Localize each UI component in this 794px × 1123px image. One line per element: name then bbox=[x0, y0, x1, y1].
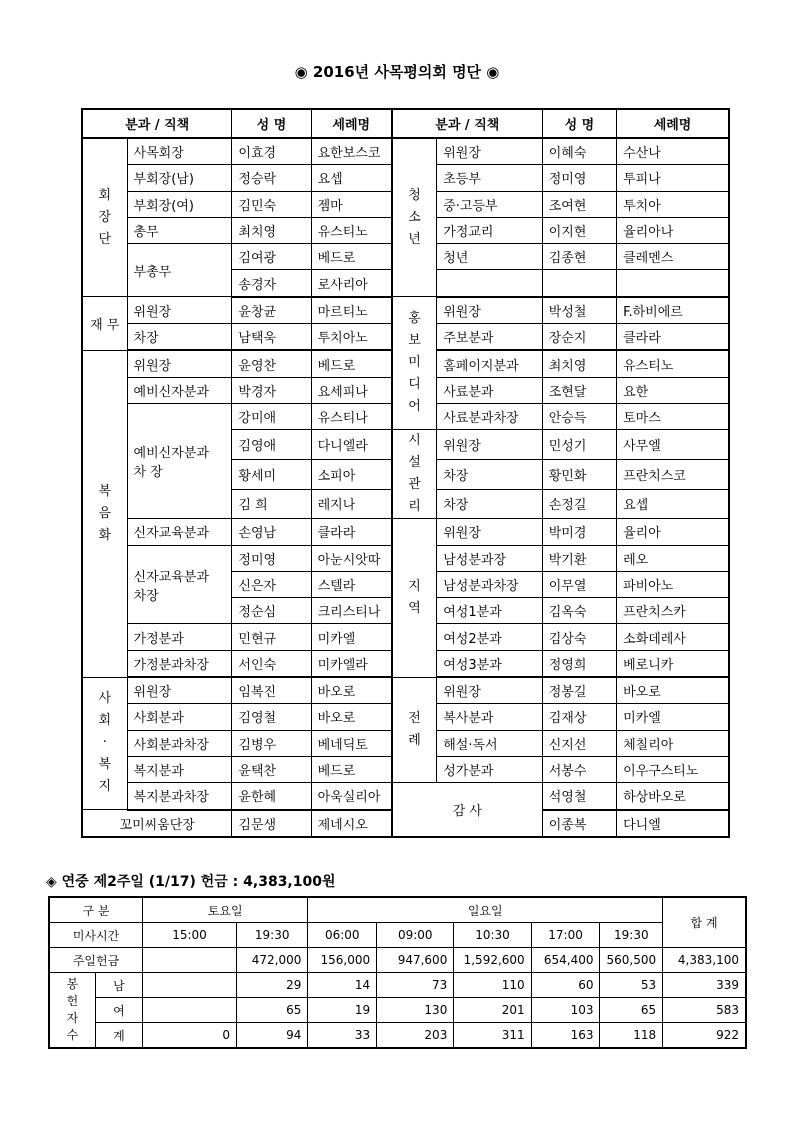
gubun-header: 구 분 bbox=[49, 897, 143, 923]
baptismal-name-cell: 사무엘 bbox=[617, 430, 729, 460]
baptismal-name-cell: 바오로 bbox=[617, 677, 729, 704]
baptismal-name-cell: 유스티노 bbox=[311, 217, 392, 243]
name-cell: 김병우 bbox=[232, 730, 311, 756]
page-title: ◉ 2016년 사목평의회 명단 ◉ bbox=[294, 63, 500, 81]
baptismal-name-cell: 다니엘라 bbox=[311, 430, 392, 460]
donor-count-cell: 201 bbox=[454, 998, 531, 1023]
baptismal-name-cell: 이우구스티노 bbox=[617, 756, 729, 782]
position-cell: 신자교육분과 bbox=[127, 519, 232, 545]
name-cell: 정영희 bbox=[542, 650, 616, 677]
position-cell: 사료분과차장 bbox=[437, 403, 542, 429]
position-cell: 여성2분과 bbox=[437, 624, 542, 650]
baptismal-name-cell: 투피나 bbox=[617, 165, 729, 191]
name-cell: 정미영 bbox=[232, 545, 311, 571]
baptismal-name-cell: 클라라 bbox=[617, 324, 729, 351]
council-roster-table bbox=[81, 108, 730, 838]
position-cell: 여성1분과 bbox=[437, 598, 542, 624]
name-cell: 박경자 bbox=[232, 377, 311, 403]
name-cell: 김상숙 bbox=[542, 624, 616, 650]
baptismal-name-cell: 유스티노 bbox=[617, 350, 729, 377]
vertical-label: 청 소 년 bbox=[408, 187, 421, 247]
mass-time-cell: 09:00 bbox=[377, 923, 454, 948]
name-cell: 박기환 bbox=[542, 545, 616, 571]
vertical-label: 전 례 bbox=[408, 710, 421, 748]
baptismal-name-cell: 파비아노 bbox=[617, 571, 729, 597]
donor-count-cell: 922 bbox=[663, 1023, 746, 1049]
position-cell: 중·고등부 bbox=[437, 191, 542, 217]
baptismal-name-cell: 유스티나 bbox=[311, 403, 392, 429]
roster-row bbox=[82, 297, 729, 324]
donor-count-cell: 73 bbox=[377, 973, 454, 998]
donor-count-cell: 311 bbox=[454, 1023, 531, 1049]
vertical-label: 회 장 단 bbox=[98, 187, 112, 247]
donor-count-cell: 110 bbox=[454, 973, 531, 998]
baptismal-name-cell: 스텔라 bbox=[311, 571, 392, 597]
donor-total-label: 계 bbox=[95, 1023, 142, 1049]
donor-count-cell: 103 bbox=[531, 998, 600, 1023]
name-cell: 서인숙 bbox=[232, 650, 311, 677]
donor-count-cell bbox=[143, 973, 237, 998]
name-cell: 장순지 bbox=[542, 324, 616, 351]
name-cell: 이무열 bbox=[542, 571, 616, 597]
position-cell: 부총무 bbox=[127, 244, 232, 297]
mass-time-cell: 19:30 bbox=[237, 923, 308, 948]
name-cell: 박미경 bbox=[542, 519, 616, 545]
baptismal-name-cell: 레오 bbox=[617, 545, 729, 571]
position-cell: 예비신자분과 bbox=[127, 377, 232, 403]
baptismal-name-cell: 로사리아 bbox=[311, 270, 392, 297]
cash-cell: 472,000 bbox=[237, 948, 308, 973]
baptismal-name-cell: 마르티노 bbox=[311, 297, 392, 324]
position-cell: 차장 bbox=[127, 324, 232, 351]
position-cell: 복지분과 bbox=[127, 756, 232, 782]
donor-count-cell: 118 bbox=[600, 1023, 663, 1049]
name-cell: 김민숙 bbox=[232, 191, 311, 217]
baptismal-name-cell: 아욱실리아 bbox=[311, 783, 392, 810]
group-label-jaemu: 재 무 bbox=[82, 297, 127, 351]
cash-cell: 560,500 bbox=[600, 948, 663, 973]
cash-cell: 4,383,100 bbox=[663, 948, 746, 973]
donor-count-cell: 203 bbox=[377, 1023, 454, 1049]
donor-count-cell: 29 bbox=[237, 973, 308, 998]
baptismal-name-cell: 소피아 bbox=[311, 459, 392, 489]
roster-row bbox=[82, 783, 729, 810]
name-cell: 손정길 bbox=[542, 489, 616, 519]
group-label-hongbo bbox=[392, 297, 437, 430]
name-cell: 김문생 bbox=[232, 810, 311, 837]
cash-cell bbox=[143, 948, 237, 973]
total-header: 합 계 bbox=[663, 897, 746, 948]
donor-count-cell: 94 bbox=[237, 1023, 308, 1049]
baptismal-name-cell bbox=[617, 270, 729, 297]
name-cell: 남택욱 bbox=[232, 324, 311, 351]
group-label-gamsa: 감 사 bbox=[392, 783, 542, 837]
position-cell: 초등부 bbox=[437, 165, 542, 191]
position-cell: 복사분과 bbox=[437, 704, 542, 730]
group-label-jeollye bbox=[392, 677, 437, 783]
name-cell: 김여광 bbox=[232, 244, 311, 270]
group-label-bogeumhwa bbox=[82, 350, 127, 677]
group-label-hoejangdan bbox=[82, 138, 127, 297]
baptismal-name-cell: 베로니카 bbox=[617, 650, 729, 677]
mass-time-cell: 17:00 bbox=[531, 923, 600, 948]
name-cell: 조현달 bbox=[542, 377, 616, 403]
position-cell: 사료분과 bbox=[437, 377, 542, 403]
donor-count-cell: 339 bbox=[663, 973, 746, 998]
position-cell: 부회장(여) bbox=[127, 191, 232, 217]
name-cell: 김옥숙 bbox=[542, 598, 616, 624]
cash-cell: 156,000 bbox=[308, 948, 377, 973]
donor-count-cell: 130 bbox=[377, 998, 454, 1023]
group-label-sahoe bbox=[82, 677, 127, 809]
donor-count-cell: 65 bbox=[600, 998, 663, 1023]
baptismal-name-cell: 요한 bbox=[617, 377, 729, 403]
offering-table bbox=[48, 896, 747, 1049]
mass-time-label: 미사시간 bbox=[49, 923, 143, 948]
donor-female-label: 여 bbox=[95, 998, 142, 1023]
mass-time-cell: 15:00 bbox=[143, 923, 237, 948]
name-cell: 민성기 bbox=[542, 430, 616, 460]
name-cell: 윤택찬 bbox=[232, 756, 311, 782]
position-cell: 위원장 bbox=[437, 677, 542, 704]
baptismal-name-cell: 체칠리아 bbox=[617, 730, 729, 756]
name-cell: 손영남 bbox=[232, 519, 311, 545]
baptismal-name-cell: 레지나 bbox=[311, 489, 392, 519]
baptismal-name-cell: 프란치스카 bbox=[617, 598, 729, 624]
baptismal-name-cell: 젬마 bbox=[311, 191, 392, 217]
position-cell: 예비신자분과 차 장 bbox=[127, 403, 232, 518]
donor-count-cell: 60 bbox=[531, 973, 600, 998]
name-cell: 이종복 bbox=[542, 810, 616, 837]
name-cell: 강미애 bbox=[232, 403, 311, 429]
donor-count-cell: 19 bbox=[308, 998, 377, 1023]
position-cell bbox=[437, 270, 542, 297]
baptismal-name-cell: 투치아노 bbox=[311, 324, 392, 351]
position-cell: 남성분과장 bbox=[437, 545, 542, 571]
baptismal-name-cell: 하상바오로 bbox=[617, 783, 729, 810]
roster-row bbox=[82, 138, 729, 165]
name-cell: 최치영 bbox=[542, 350, 616, 377]
position-cell: 주보분과 bbox=[437, 324, 542, 351]
column-header: 성 명 bbox=[232, 109, 311, 138]
name-cell bbox=[542, 270, 616, 297]
baptismal-name-cell: 아눈시앗따 bbox=[311, 545, 392, 571]
baptismal-name-cell: 프란치스코 bbox=[617, 459, 729, 489]
name-cell: 이혜숙 bbox=[542, 138, 616, 165]
baptismal-name-cell: 다니엘 bbox=[617, 810, 729, 837]
position-cell: 사목회장 bbox=[127, 138, 232, 165]
column-header: 분과 / 직책 bbox=[82, 109, 232, 138]
baptismal-name-cell: F.하비에르 bbox=[617, 297, 729, 324]
position-cell: 위원장 bbox=[437, 138, 542, 165]
name-cell: 정순심 bbox=[232, 598, 311, 624]
baptismal-name-cell: 율리아나 bbox=[617, 217, 729, 243]
name-cell: 김종현 bbox=[542, 244, 616, 270]
name-cell: 서봉수 bbox=[542, 756, 616, 782]
baptismal-name-cell: 토마스 bbox=[617, 403, 729, 429]
position-cell: 신자교육분과 차장 bbox=[127, 545, 232, 624]
baptismal-name-cell: 투치아 bbox=[617, 191, 729, 217]
name-cell: 최치영 bbox=[232, 217, 311, 243]
name-cell: 민현규 bbox=[232, 624, 311, 650]
name-cell: 윤영찬 bbox=[232, 350, 311, 377]
vertical-label: 지 역 bbox=[408, 578, 421, 616]
baptismal-name-cell: 제네시오 bbox=[311, 810, 392, 837]
group-label-siseol bbox=[392, 430, 437, 519]
position-cell: 사회분과 bbox=[127, 704, 232, 730]
saturday-header: 토요일 bbox=[143, 897, 308, 923]
name-cell: 안승득 bbox=[542, 403, 616, 429]
position-cell: 부회장(남) bbox=[127, 165, 232, 191]
baptismal-name-cell: 베네딕토 bbox=[311, 730, 392, 756]
baptismal-name-cell: 크리스티나 bbox=[311, 598, 392, 624]
name-cell: 송경자 bbox=[232, 270, 311, 297]
donors-label bbox=[49, 973, 95, 1049]
position-cell: 꼬미씨움단장 bbox=[82, 810, 232, 837]
name-cell: 박성철 bbox=[542, 297, 616, 324]
name-cell: 황세미 bbox=[232, 459, 311, 489]
group-label-cheongsonyeon bbox=[392, 138, 437, 297]
column-header: 세례명 bbox=[617, 109, 729, 138]
vertical-label: 사 회 · 복 지 bbox=[98, 691, 112, 795]
cash-cell: 947,600 bbox=[377, 948, 454, 973]
baptismal-name-cell: 클레멘스 bbox=[617, 244, 729, 270]
position-cell: 위원장 bbox=[437, 297, 542, 324]
name-cell: 정미영 bbox=[542, 165, 616, 191]
name-cell: 이지현 bbox=[542, 217, 616, 243]
column-header: 분과 / 직책 bbox=[392, 109, 542, 138]
baptismal-name-cell: 수산나 bbox=[617, 138, 729, 165]
position-cell: 가정분과차장 bbox=[127, 650, 232, 677]
baptismal-name-cell: 율리아 bbox=[617, 519, 729, 545]
donor-count-cell: 33 bbox=[308, 1023, 377, 1049]
cash-cell: 1,592,600 bbox=[454, 948, 531, 973]
baptismal-name-cell: 베드로 bbox=[311, 244, 392, 270]
position-cell: 차장 bbox=[437, 459, 542, 489]
column-header: 세례명 bbox=[311, 109, 392, 138]
baptismal-name-cell: 미카엘 bbox=[311, 624, 392, 650]
mass-time-cell: 06:00 bbox=[308, 923, 377, 948]
baptismal-name-cell: 바오로 bbox=[311, 677, 392, 704]
position-cell: 위원장 bbox=[127, 350, 232, 377]
baptismal-name-cell: 미카엘 bbox=[617, 704, 729, 730]
position-cell: 해설·독서 bbox=[437, 730, 542, 756]
name-cell: 윤한혜 bbox=[232, 783, 311, 810]
offering-heading: ◈ 연중 제2주일 (1/17) 헌금 : 4,383,100원 bbox=[46, 874, 336, 890]
position-cell: 복지분과차장 bbox=[127, 783, 232, 810]
name-cell: 석영철 bbox=[542, 783, 616, 810]
position-cell: 위원장 bbox=[437, 430, 542, 460]
position-cell: 위원장 bbox=[437, 519, 542, 545]
name-cell: 김 희 bbox=[232, 489, 311, 519]
baptismal-name-cell: 요셉 bbox=[311, 165, 392, 191]
position-cell: 홈페이지분과 bbox=[437, 350, 542, 377]
name-cell: 정승락 bbox=[232, 165, 311, 191]
name-cell: 황민화 bbox=[542, 459, 616, 489]
roster-row bbox=[82, 677, 729, 704]
donor-count-cell: 163 bbox=[531, 1023, 600, 1049]
position-cell: 가정분과 bbox=[127, 624, 232, 650]
baptismal-name-cell: 베드로 bbox=[311, 350, 392, 377]
baptismal-name-cell: 요세피나 bbox=[311, 377, 392, 403]
name-cell: 윤창균 bbox=[232, 297, 311, 324]
donor-count-cell: 65 bbox=[237, 998, 308, 1023]
name-cell: 신은자 bbox=[232, 571, 311, 597]
donor-count-cell: 0 bbox=[143, 1023, 237, 1049]
position-cell: 여성3분과 bbox=[437, 650, 542, 677]
position-cell: 사회분과차장 bbox=[127, 730, 232, 756]
name-cell: 조여현 bbox=[542, 191, 616, 217]
vertical-label: 시 설 관 리 bbox=[408, 433, 421, 515]
name-cell: 김재상 bbox=[542, 704, 616, 730]
position-cell: 위원장 bbox=[127, 297, 232, 324]
name-cell: 임복진 bbox=[232, 677, 311, 704]
mass-time-cell: 10:30 bbox=[454, 923, 531, 948]
position-cell: 가정교리 bbox=[437, 217, 542, 243]
baptismal-name-cell: 베드로 bbox=[311, 756, 392, 782]
roster-row bbox=[82, 519, 729, 545]
position-cell: 성가분과 bbox=[437, 756, 542, 782]
column-header: 성 명 bbox=[542, 109, 616, 138]
baptismal-name-cell: 소화데레사 bbox=[617, 624, 729, 650]
position-cell: 남성분과차장 bbox=[437, 571, 542, 597]
name-cell: 이효경 bbox=[232, 138, 311, 165]
baptismal-name-cell: 바오로 bbox=[311, 704, 392, 730]
position-cell: 위원장 bbox=[127, 677, 232, 704]
baptismal-name-cell: 클라라 bbox=[311, 519, 392, 545]
cash-label: 주일헌금 bbox=[49, 948, 143, 973]
vertical-label: 복 음 화 bbox=[98, 483, 112, 543]
position-cell: 총무 bbox=[127, 217, 232, 243]
name-cell: 신지선 bbox=[542, 730, 616, 756]
position-cell: 청년 bbox=[437, 244, 542, 270]
donor-count-cell: 53 bbox=[600, 973, 663, 998]
vertical-label: 봉 헌 자 수 bbox=[66, 977, 79, 1042]
baptismal-name-cell: 요셉 bbox=[617, 489, 729, 519]
vertical-label: 홍 보 미 디 어 bbox=[408, 311, 421, 415]
sunday-header: 일요일 bbox=[308, 897, 663, 923]
name-cell: 정봉길 bbox=[542, 677, 616, 704]
cash-cell: 654,400 bbox=[531, 948, 600, 973]
donor-male-label: 남 bbox=[95, 973, 142, 998]
name-cell: 김영애 bbox=[232, 430, 311, 460]
baptismal-name-cell: 미카엘라 bbox=[311, 650, 392, 677]
mass-time-cell: 19:30 bbox=[600, 923, 663, 948]
donor-count-cell: 583 bbox=[663, 998, 746, 1023]
donor-count-cell bbox=[143, 998, 237, 1023]
donor-count-cell: 14 bbox=[308, 973, 377, 998]
group-label-jiyeok bbox=[392, 519, 437, 677]
name-cell: 김영철 bbox=[232, 704, 311, 730]
position-cell: 차장 bbox=[437, 489, 542, 519]
baptismal-name-cell: 요한보스코 bbox=[311, 138, 392, 165]
